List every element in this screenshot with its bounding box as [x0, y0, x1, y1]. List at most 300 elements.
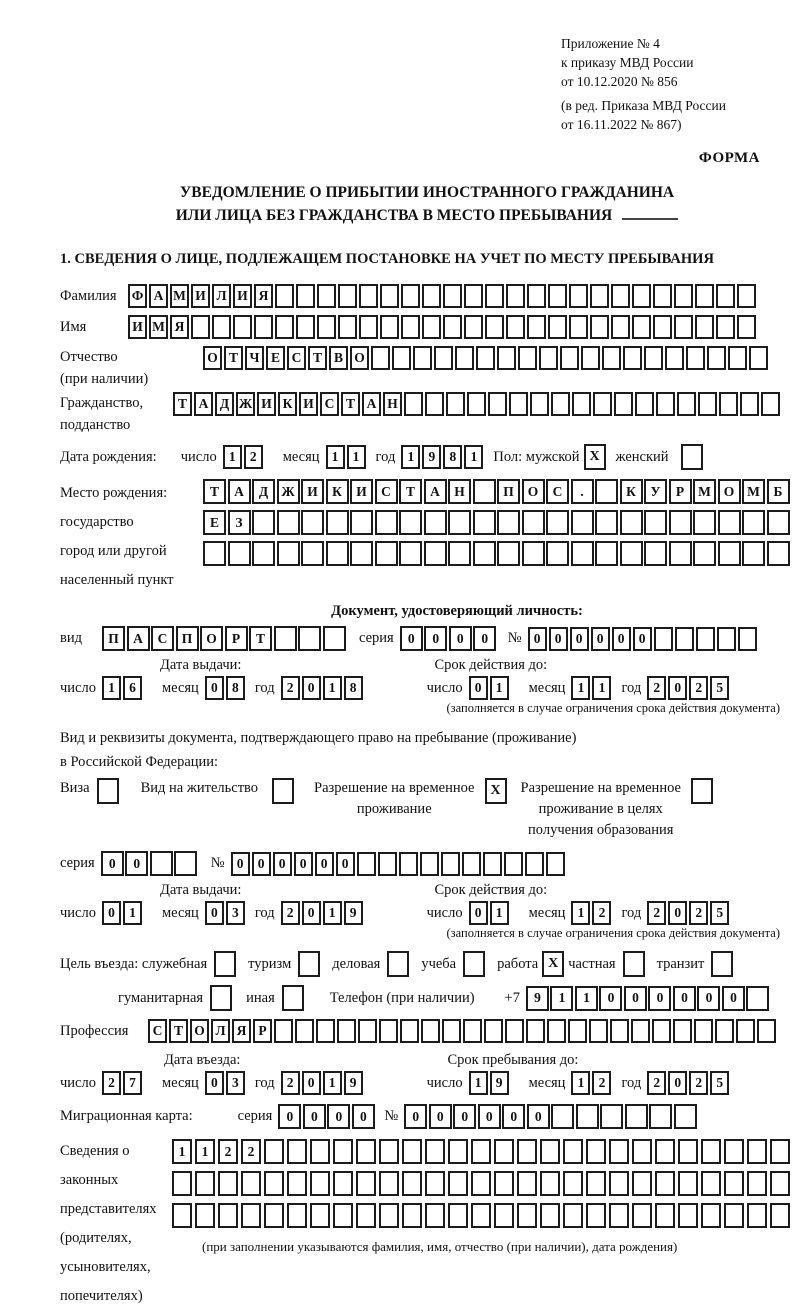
cell[interactable]	[678, 1171, 698, 1196]
cell[interactable]: 2	[281, 676, 300, 700]
cell[interactable]: 0	[400, 626, 423, 651]
cell[interactable]	[569, 315, 588, 339]
cell[interactable]: 0	[278, 1104, 301, 1129]
cell[interactable]	[375, 510, 398, 535]
sex-female-checkbox[interactable]	[681, 444, 703, 470]
cell[interactable]: 0	[231, 852, 250, 876]
cell[interactable]	[425, 1203, 445, 1228]
cell[interactable]: М	[742, 479, 765, 504]
cell[interactable]	[701, 1171, 721, 1196]
cell[interactable]	[635, 392, 654, 416]
cell[interactable]	[678, 1139, 698, 1164]
cell[interactable]: О	[522, 479, 545, 504]
cell[interactable]: 1	[592, 676, 611, 700]
cell[interactable]	[724, 1203, 744, 1228]
cell[interactable]: 0	[429, 1104, 452, 1129]
cell[interactable]	[742, 541, 765, 566]
cell[interactable]: 0	[102, 901, 121, 925]
cell[interactable]	[317, 284, 336, 308]
cell[interactable]: В	[329, 346, 348, 370]
cell[interactable]: И	[233, 284, 252, 308]
cell[interactable]: 1	[123, 901, 142, 925]
cell[interactable]: Т	[224, 346, 243, 370]
cell[interactable]	[746, 986, 769, 1011]
cell[interactable]: И	[299, 392, 318, 416]
cell[interactable]: Н	[383, 392, 402, 416]
cell[interactable]	[275, 284, 294, 308]
cell[interactable]	[767, 541, 790, 566]
cell[interactable]	[463, 1019, 482, 1043]
cell[interactable]: 1	[571, 1071, 590, 1095]
cell[interactable]	[539, 346, 558, 370]
cell[interactable]: Я	[170, 315, 189, 339]
cell[interactable]: 0	[502, 1104, 525, 1129]
cell[interactable]: А	[228, 479, 251, 504]
cell[interactable]	[526, 1019, 545, 1043]
cell[interactable]	[356, 1203, 376, 1228]
cell[interactable]	[379, 1019, 398, 1043]
cell[interactable]	[380, 284, 399, 308]
cell[interactable]	[441, 852, 460, 876]
cell[interactable]	[505, 1019, 524, 1043]
cell[interactable]	[548, 284, 567, 308]
cell[interactable]	[425, 392, 444, 416]
cell[interactable]: 2	[689, 676, 708, 700]
cell[interactable]	[218, 1203, 238, 1228]
cell[interactable]	[310, 1139, 330, 1164]
cell[interactable]: 0	[478, 1104, 501, 1129]
cell[interactable]	[404, 392, 423, 416]
cell[interactable]	[695, 315, 714, 339]
cell[interactable]: К	[620, 479, 643, 504]
cell[interactable]: Р	[669, 479, 692, 504]
cell[interactable]	[195, 1171, 215, 1196]
cell[interactable]: 2	[592, 901, 611, 925]
cell[interactable]: 2	[244, 445, 263, 469]
cell[interactable]	[333, 1171, 353, 1196]
cell[interactable]	[233, 315, 252, 339]
cell[interactable]	[497, 346, 516, 370]
cell[interactable]: 1	[490, 676, 509, 700]
cell[interactable]: Е	[203, 510, 226, 535]
cell[interactable]: 9	[422, 445, 441, 469]
cell[interactable]	[399, 541, 422, 566]
cell[interactable]	[497, 510, 520, 535]
cell[interactable]	[590, 284, 609, 308]
residence-permit-checkbox[interactable]	[272, 778, 294, 804]
cell[interactable]	[653, 315, 672, 339]
cell[interactable]	[448, 541, 471, 566]
cell[interactable]: 2	[102, 1071, 121, 1095]
cell[interactable]: 9	[344, 901, 363, 925]
cell[interactable]	[701, 1139, 721, 1164]
cell[interactable]: С	[148, 1019, 167, 1043]
cell[interactable]	[563, 1203, 583, 1228]
cell[interactable]	[632, 315, 651, 339]
cell[interactable]	[464, 284, 483, 308]
cell[interactable]: 1	[550, 986, 573, 1011]
cell[interactable]	[654, 627, 673, 651]
cell[interactable]	[696, 627, 715, 651]
cell[interactable]: 0	[352, 1104, 375, 1129]
cell[interactable]: 0	[449, 626, 472, 651]
cell[interactable]: 2	[689, 1071, 708, 1095]
cell[interactable]	[525, 852, 544, 876]
cell[interactable]	[738, 627, 757, 651]
cell[interactable]	[742, 510, 765, 535]
cell[interactable]	[665, 346, 684, 370]
cell[interactable]	[448, 510, 471, 535]
cell[interactable]	[399, 510, 422, 535]
cell[interactable]	[471, 1139, 491, 1164]
cell[interactable]	[576, 1104, 599, 1129]
cell[interactable]: 7	[123, 1071, 142, 1095]
cell[interactable]	[356, 1171, 376, 1196]
cell[interactable]	[675, 627, 694, 651]
cell[interactable]	[609, 1203, 629, 1228]
cell[interactable]	[586, 1203, 606, 1228]
cell[interactable]	[301, 510, 324, 535]
cell[interactable]: 0	[336, 852, 355, 876]
cell[interactable]	[485, 315, 504, 339]
cell[interactable]	[298, 626, 321, 651]
cell[interactable]: 9	[490, 1071, 509, 1095]
cell[interactable]	[264, 1139, 284, 1164]
cell[interactable]	[506, 315, 525, 339]
cell[interactable]	[547, 1019, 566, 1043]
cell[interactable]	[338, 315, 357, 339]
cell[interactable]	[506, 284, 525, 308]
cell[interactable]	[770, 1139, 790, 1164]
purpose-transit-checkbox[interactable]	[711, 951, 733, 977]
cell[interactable]	[399, 852, 418, 876]
cell[interactable]	[425, 1139, 445, 1164]
cell[interactable]: М	[170, 284, 189, 308]
cell[interactable]: 0	[570, 627, 589, 651]
cell[interactable]: 2	[241, 1139, 261, 1164]
cell[interactable]	[402, 1203, 422, 1228]
cell[interactable]: 0	[624, 986, 647, 1011]
cell[interactable]: 1	[347, 445, 366, 469]
cell[interactable]	[203, 541, 226, 566]
cell[interactable]: С	[375, 479, 398, 504]
cell[interactable]	[379, 1171, 399, 1196]
cell[interactable]	[517, 1139, 537, 1164]
cell[interactable]	[620, 510, 643, 535]
cell[interactable]: 2	[281, 1071, 300, 1095]
cell[interactable]	[625, 1104, 648, 1129]
cell[interactable]: Т	[173, 392, 192, 416]
cell[interactable]	[527, 315, 546, 339]
cell[interactable]: 0	[302, 1071, 321, 1095]
cell[interactable]	[264, 1203, 284, 1228]
cell[interactable]: Т	[249, 626, 272, 651]
purpose-tourism-checkbox[interactable]	[298, 951, 320, 977]
cell[interactable]	[448, 1203, 468, 1228]
cell[interactable]	[287, 1171, 307, 1196]
cell[interactable]	[522, 510, 545, 535]
cell[interactable]: 0	[528, 627, 547, 651]
cell[interactable]	[350, 510, 373, 535]
cell[interactable]: А	[362, 392, 381, 416]
cell[interactable]	[694, 1019, 713, 1043]
cell[interactable]	[686, 346, 705, 370]
cell[interactable]: 9	[344, 1071, 363, 1095]
cell[interactable]	[296, 315, 315, 339]
cell[interactable]: 0	[273, 852, 292, 876]
purpose-business-checkbox[interactable]	[387, 951, 409, 977]
cell[interactable]: С	[320, 392, 339, 416]
cell[interactable]	[326, 541, 349, 566]
cell[interactable]	[172, 1171, 192, 1196]
cell[interactable]: Ф	[128, 284, 147, 308]
cell[interactable]	[494, 1139, 514, 1164]
cell[interactable]: К	[326, 479, 349, 504]
cell[interactable]: 0	[101, 851, 124, 876]
cell[interactable]: О	[203, 346, 222, 370]
cell[interactable]	[392, 346, 411, 370]
cell[interactable]: 1	[326, 445, 345, 469]
cell[interactable]	[467, 392, 486, 416]
cell[interactable]	[632, 284, 651, 308]
cell[interactable]	[695, 284, 714, 308]
cell[interactable]: И	[350, 479, 373, 504]
cell[interactable]	[424, 541, 447, 566]
cell[interactable]	[241, 1203, 261, 1228]
cell[interactable]	[757, 1019, 776, 1043]
cell[interactable]: 0	[205, 1071, 224, 1095]
cell[interactable]: А	[424, 479, 447, 504]
cell[interactable]	[568, 1019, 587, 1043]
cell[interactable]	[517, 1171, 537, 1196]
cell[interactable]: А	[127, 626, 150, 651]
cell[interactable]: 0	[125, 851, 148, 876]
cell[interactable]: 2	[689, 901, 708, 925]
cell[interactable]	[494, 1203, 514, 1228]
cell[interactable]: 0	[648, 986, 671, 1011]
cell[interactable]	[484, 1019, 503, 1043]
cell[interactable]: Р	[253, 1019, 272, 1043]
cell[interactable]	[275, 315, 294, 339]
cell[interactable]	[357, 852, 376, 876]
cell[interactable]: 5	[710, 1071, 729, 1095]
cell[interactable]	[494, 1171, 514, 1196]
cell[interactable]: П	[176, 626, 199, 651]
cell[interactable]	[669, 541, 692, 566]
cell[interactable]	[546, 510, 569, 535]
cell[interactable]: А	[194, 392, 213, 416]
cell[interactable]: 0	[252, 852, 271, 876]
cell[interactable]	[473, 510, 496, 535]
trp-edu-checkbox[interactable]	[691, 778, 713, 804]
cell[interactable]: 2	[647, 1071, 666, 1095]
cell[interactable]: 5	[710, 676, 729, 700]
cell[interactable]	[609, 1171, 629, 1196]
cell[interactable]: Т	[341, 392, 360, 416]
cell[interactable]	[569, 284, 588, 308]
cell[interactable]	[448, 1171, 468, 1196]
cell[interactable]: С	[151, 626, 174, 651]
cell[interactable]: 0	[599, 986, 622, 1011]
cell[interactable]	[326, 510, 349, 535]
cell[interactable]	[747, 1139, 767, 1164]
cell[interactable]: О	[718, 479, 741, 504]
cell[interactable]: 0	[668, 1071, 687, 1095]
cell[interactable]	[673, 1019, 692, 1043]
cell[interactable]: 0	[633, 627, 652, 651]
cell[interactable]	[338, 284, 357, 308]
cell[interactable]	[359, 315, 378, 339]
cell[interactable]	[301, 541, 324, 566]
cell[interactable]	[421, 1019, 440, 1043]
cell[interactable]: Е	[266, 346, 285, 370]
trp-checkbox[interactable]: X	[485, 778, 507, 804]
cell[interactable]	[623, 346, 642, 370]
cell[interactable]	[172, 1203, 192, 1228]
cell[interactable]: З	[228, 510, 251, 535]
cell[interactable]	[548, 315, 567, 339]
cell[interactable]: 1	[323, 901, 342, 925]
cell[interactable]	[546, 541, 569, 566]
cell[interactable]	[644, 346, 663, 370]
cell[interactable]: 0	[527, 1104, 550, 1129]
cell[interactable]	[693, 541, 716, 566]
cell[interactable]	[517, 1203, 537, 1228]
cell[interactable]	[252, 541, 275, 566]
cell[interactable]	[434, 346, 453, 370]
cell[interactable]: И	[191, 284, 210, 308]
cell[interactable]	[402, 1139, 422, 1164]
cell[interactable]: .	[571, 479, 594, 504]
cell[interactable]	[310, 1171, 330, 1196]
purpose-humanitarian-checkbox[interactable]	[210, 985, 232, 1011]
cell[interactable]	[380, 315, 399, 339]
cell[interactable]: 1	[323, 1071, 342, 1095]
cell[interactable]	[358, 1019, 377, 1043]
cell[interactable]	[572, 392, 591, 416]
cell[interactable]	[277, 510, 300, 535]
cell[interactable]	[644, 541, 667, 566]
cell[interactable]	[586, 1139, 606, 1164]
cell[interactable]	[560, 346, 579, 370]
cell[interactable]	[655, 1203, 675, 1228]
cell[interactable]	[337, 1019, 356, 1043]
cell[interactable]	[509, 392, 528, 416]
cell[interactable]: Я	[254, 284, 273, 308]
cell[interactable]: К	[278, 392, 297, 416]
cell[interactable]	[455, 346, 474, 370]
cell[interactable]	[644, 510, 667, 535]
sex-male-checkbox[interactable]: X	[584, 444, 606, 470]
cell[interactable]: 1	[469, 1071, 488, 1095]
cell[interactable]	[191, 315, 210, 339]
cell[interactable]	[747, 1203, 767, 1228]
cell[interactable]: У	[644, 479, 667, 504]
cell[interactable]	[471, 1171, 491, 1196]
cell[interactable]	[540, 1139, 560, 1164]
cell[interactable]	[563, 1139, 583, 1164]
cell[interactable]	[150, 851, 173, 876]
cell[interactable]: Л	[212, 284, 231, 308]
cell[interactable]: 0	[697, 986, 720, 1011]
cell[interactable]	[674, 1104, 697, 1129]
cell[interactable]	[310, 1203, 330, 1228]
cell[interactable]	[674, 315, 693, 339]
cell[interactable]: Т	[169, 1019, 188, 1043]
cell[interactable]	[737, 284, 756, 308]
cell[interactable]	[264, 1171, 284, 1196]
cell[interactable]	[333, 1203, 353, 1228]
cell[interactable]	[707, 346, 726, 370]
cell[interactable]: С	[546, 479, 569, 504]
cell[interactable]: 1	[102, 676, 121, 700]
cell[interactable]	[655, 1139, 675, 1164]
cell[interactable]: 0	[205, 676, 224, 700]
cell[interactable]	[716, 315, 735, 339]
cell[interactable]: И	[301, 479, 324, 504]
cell[interactable]	[476, 346, 495, 370]
cell[interactable]	[632, 1171, 652, 1196]
cell[interactable]	[724, 1171, 744, 1196]
cell[interactable]	[551, 1104, 574, 1129]
cell[interactable]: 3	[226, 1071, 245, 1095]
cell[interactable]	[716, 284, 735, 308]
cell[interactable]	[678, 1203, 698, 1228]
cell[interactable]	[655, 1171, 675, 1196]
cell[interactable]: П	[497, 479, 520, 504]
cell[interactable]	[589, 1019, 608, 1043]
cell[interactable]	[518, 346, 537, 370]
cell[interactable]: Т	[399, 479, 422, 504]
cell[interactable]	[546, 852, 565, 876]
cell[interactable]: 2	[218, 1139, 238, 1164]
cell[interactable]	[701, 1203, 721, 1228]
cell[interactable]	[736, 1019, 755, 1043]
cell[interactable]: 0	[294, 852, 313, 876]
cell[interactable]	[600, 1104, 623, 1129]
cell[interactable]: 0	[303, 1104, 326, 1129]
cell[interactable]	[371, 346, 390, 370]
cell[interactable]	[473, 541, 496, 566]
cell[interactable]: 3	[226, 901, 245, 925]
cell[interactable]: 9	[526, 986, 549, 1011]
cell[interactable]	[295, 1019, 314, 1043]
cell[interactable]: 0	[302, 676, 321, 700]
cell[interactable]	[274, 626, 297, 651]
cell[interactable]	[401, 284, 420, 308]
cell[interactable]	[737, 315, 756, 339]
cell[interactable]	[378, 852, 397, 876]
cell[interactable]: О	[200, 626, 223, 651]
cell[interactable]: О	[190, 1019, 209, 1043]
cell[interactable]	[375, 541, 398, 566]
cell[interactable]: 0	[722, 986, 745, 1011]
cell[interactable]	[464, 315, 483, 339]
cell[interactable]	[443, 315, 462, 339]
cell[interactable]	[632, 1203, 652, 1228]
cell[interactable]	[401, 315, 420, 339]
cell[interactable]	[609, 1139, 629, 1164]
cell[interactable]	[323, 626, 346, 651]
cell[interactable]: 0	[469, 676, 488, 700]
cell[interactable]	[379, 1203, 399, 1228]
cell[interactable]: 0	[549, 627, 568, 651]
cell[interactable]	[590, 315, 609, 339]
cell[interactable]	[728, 346, 747, 370]
cell[interactable]	[540, 1203, 560, 1228]
cell[interactable]: Ж	[277, 479, 300, 504]
cell[interactable]	[770, 1203, 790, 1228]
